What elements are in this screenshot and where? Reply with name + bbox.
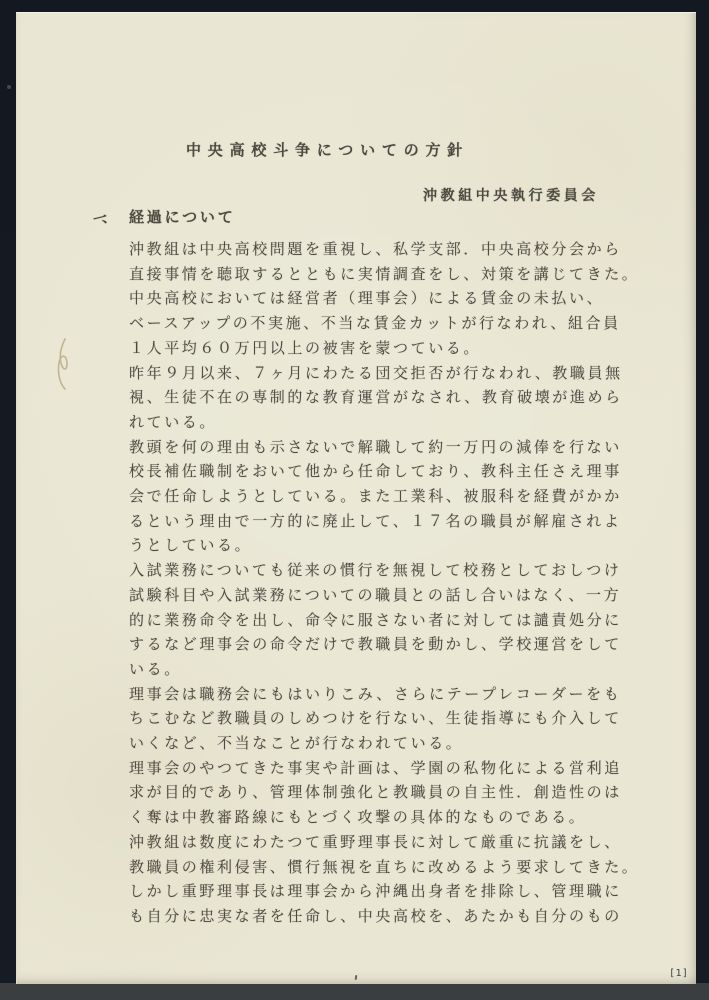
body-line: 試験科目や入試業務についての職員との話し合いはなく、一方 — [129, 585, 622, 604]
page-number: [1] — [669, 968, 689, 979]
body-line: 直接事情を聴取するとともに実情調査をし、対策を講じてきた。 — [129, 264, 640, 283]
body-line: しかし重野理事長は理事会から沖縄出身者を排除し、管理職に — [129, 882, 622, 901]
body-line: 求が目的であり、管理体制強化と教職員の自主性．創造性のは — [129, 783, 622, 802]
body-line: うとしている。 — [129, 536, 253, 555]
scanner-bed-bottom-band — [0, 983, 709, 1000]
body-line: 視、生徒不在の専制的な教育運営がなされ、教育破壊が進めら — [129, 388, 623, 407]
document-body — [129, 237, 674, 929]
body-line: 理事会のやつてきた事実や計画は、学園の私物化による営利追 — [129, 758, 622, 777]
body-line: ちこむなど教職員のしめつけを行ない、生徒指導にも介入して — [129, 709, 622, 728]
body-line: 沖教組は中央高校問題を重視し、私学支部．中央高校分会から — [129, 240, 622, 258]
body-line: ベースアップの不実施、不当な賃金カットが行なわれ、組合員 — [129, 314, 621, 333]
body-line: １人平均６０万円以上の被害を蒙つている。 — [129, 338, 482, 357]
body-line: いる。 — [129, 659, 182, 678]
section-heading: 経過について — [129, 208, 236, 226]
body-line: 教頭を何の理由も示さないで解職して約一万円の減俸を行ない — [129, 437, 622, 456]
pencil-margin-mark — [51, 333, 77, 393]
document-byline: 沖教組中央執行委員会 — [423, 188, 599, 204]
document-page — [16, 12, 696, 984]
body-line: く奪は中教審路線にもとづく攻撃の具体的なものである。 — [129, 808, 587, 827]
body-line: 会で任命しようとしている。また工業科、被服科を経費がかか — [129, 487, 622, 506]
body-line: 沖教組は数度にわたつて重野理事長に対して厳重に抗議をし、 — [129, 832, 622, 851]
body-line: 教職員の権利侵害、慣行無視を直ちに改めるよう要求してきた。 — [129, 857, 640, 876]
body-line: 理事会は職務会にもはいりこみ、さらにテープレコーダーをも — [129, 684, 622, 703]
section-number-marker: 一、 — [91, 209, 111, 229]
scan-dust-speck — [7, 85, 11, 89]
body-line: 中央高校においては経営者（理事会）による賃金の未払い、 — [129, 289, 605, 308]
body-line: 校長補佐職制をおいて他から任命しており、教科主任さえ理事 — [129, 462, 622, 481]
body-line: するなど理事会の命令だけで教職員を動かし、学校運営をして — [129, 635, 622, 654]
document-title: 中央高校斗争についての方針 — [186, 141, 470, 159]
body-line: いくなど、不当なことが行なわれている。 — [129, 734, 464, 753]
body-line: るという理由で一方的に廃止して、１７名の職員が解雇されよ — [129, 511, 622, 530]
body-line: 的に業務命令を出し、命令に服さない者に対しては譴責処分に — [129, 610, 622, 629]
body-line: れている。 — [129, 412, 218, 431]
ink-speck — [355, 975, 358, 980]
body-line: 昨年９月以来、７ヶ月にわたる団交拒否が行なわれ、教職員無 — [129, 363, 623, 382]
body-line: も自分に忠実な者を任命し、中央高校を、あたかも自分のもの — [129, 906, 622, 925]
body-line: 入試業務についても従来の慣行を無視して校務としておしつけ — [129, 561, 622, 580]
